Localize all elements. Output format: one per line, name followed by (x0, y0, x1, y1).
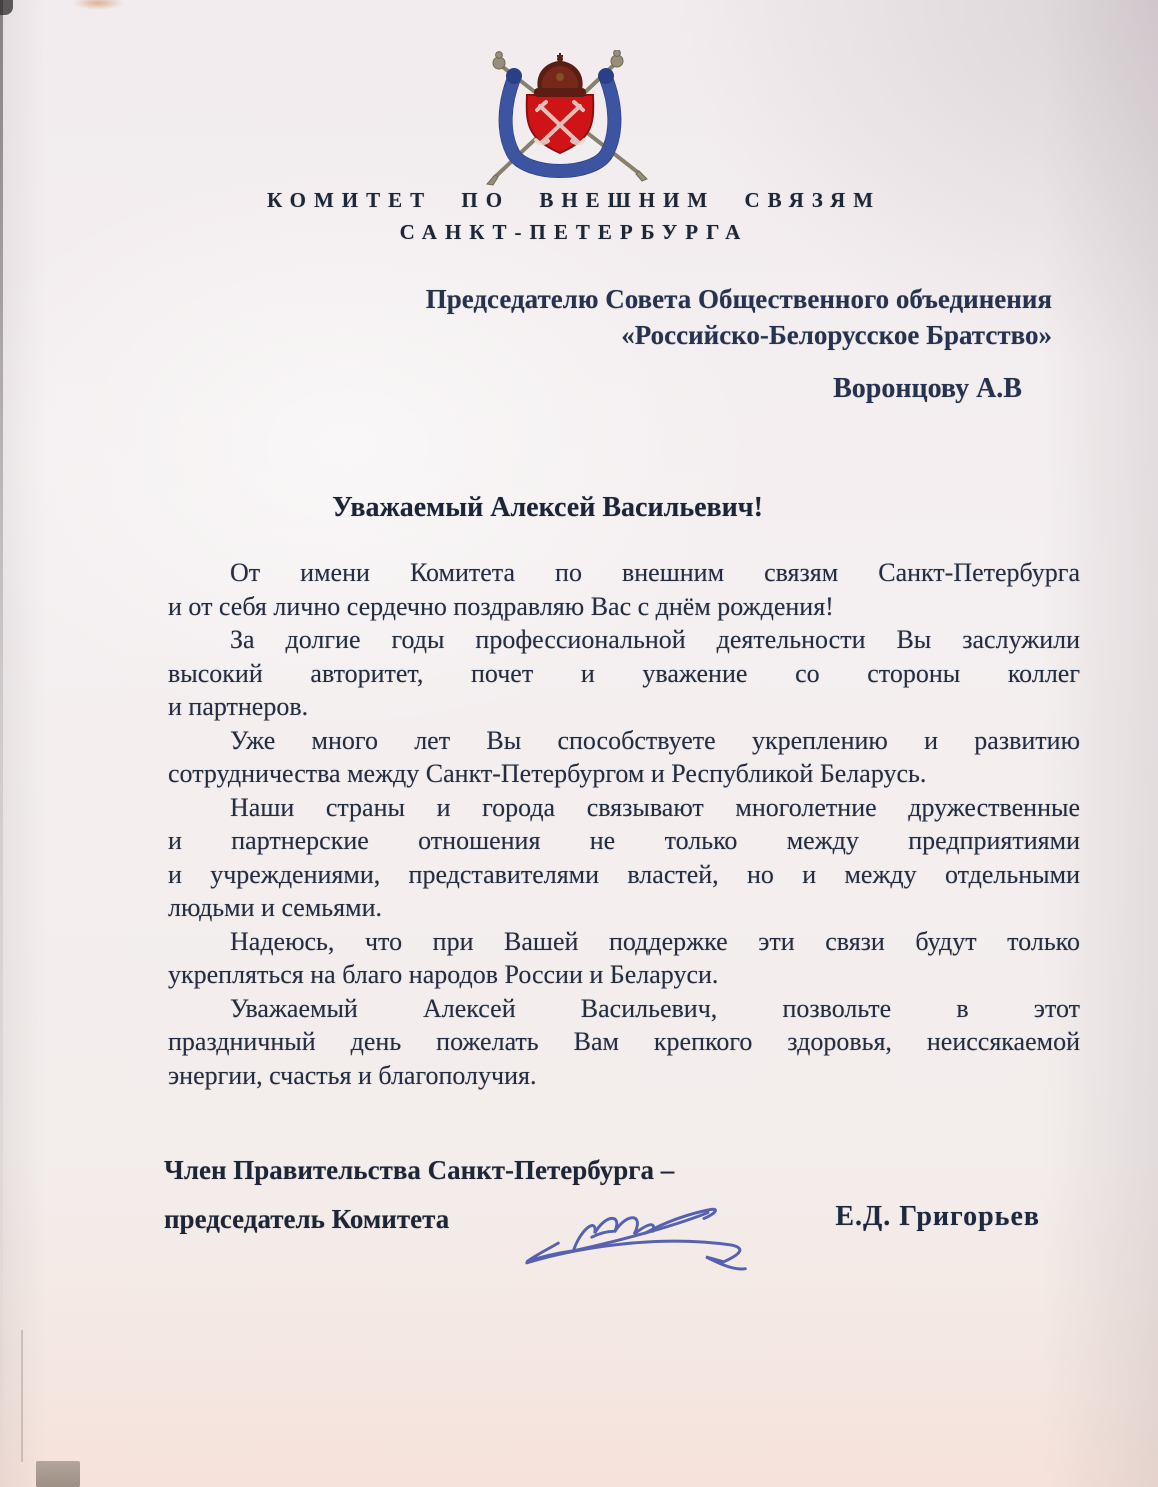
scan-corner-artifact (0, 0, 13, 15)
body-line: и учреждениями, представителями властей, но и между отдельными (168, 859, 1080, 889)
body-line: Надеюсь, что при Вашей поддержке эти связи будут только (230, 926, 1080, 956)
scan-blot-bottom-left (36, 1461, 80, 1487)
signoff-title-line2: председатель Комитета (164, 1204, 450, 1234)
signoff-name: Е.Д. Григорьев (835, 1201, 1040, 1232)
body-paragraph (168, 925, 1080, 992)
body-line: праздничный день пожелать Вам крепкого здоровья, неиссякаемой (168, 1027, 1080, 1056)
body-paragraph (168, 556, 1080, 623)
body-line: высокий авторитет, почет и уважение со стороны коллег (168, 658, 1080, 688)
body-line: и от себя лично сердечно поздравляю Вас с днём рождения! (168, 591, 834, 621)
body-line: укрепляться на благо народов России и Беларуси. (168, 960, 719, 989)
recipient-name: Воронцову А.В (833, 373, 1022, 404)
body-paragraph (168, 724, 1080, 791)
scan-smudge-top (72, 0, 124, 10)
signoff-title-line1: Член Правительства Санкт-Петербурга – (164, 1155, 675, 1185)
body-line: и партнеров. (168, 692, 309, 721)
body-paragraph (168, 791, 1080, 925)
scan-edge-left (0, 0, 3, 1487)
letterhead-org-line2: САНКТ-ПЕТЕРБУРГА (399, 220, 749, 244)
body-paragraph (168, 992, 1080, 1093)
body-paragraph (168, 623, 1080, 724)
handwritten-signature-icon (495, 1186, 785, 1314)
scan-scratch-bottom-left (21, 1330, 23, 1462)
body-line: Уважаемый Алексей Васильевич, позвольте в этот (230, 993, 1080, 1023)
recipient-title-line1: Председателю Совета Общественного объединения (425, 284, 1052, 314)
body-line: За долгие годы профессиональной деятельности Вы заслужили (230, 625, 1080, 654)
letterhead-org-line1: КОМИТЕТ ПО ВНЕШНИМ СВЯЗЯМ (266, 188, 882, 212)
recipient-block (252, 281, 1052, 353)
body-line: и партнерские отношения не только между предприятиями (168, 826, 1080, 855)
saint-petersburg-coat-of-arms-icon (468, 50, 688, 192)
salutation: Уважаемый Алексей Васильевич! (332, 492, 763, 523)
recipient-title-line2: «Российско-Белорусское Братство» (621, 320, 1052, 350)
body-line: Уже много лет Вы способствуете укреплению и развитию (230, 725, 1080, 755)
body-line: От имени Комитета по внешним связям Санкт-Петербурга (230, 558, 1080, 587)
letter-body (168, 556, 1080, 1092)
body-line: сотрудничества между Санкт-Петербургом и Республикой Беларусь. (168, 759, 927, 788)
body-line: людьми и семьями. (168, 893, 382, 922)
body-line: энергии, счастья и благополучия. (168, 1060, 537, 1090)
body-line: Наши страны и города связывают многолетние дружественные (230, 792, 1080, 822)
